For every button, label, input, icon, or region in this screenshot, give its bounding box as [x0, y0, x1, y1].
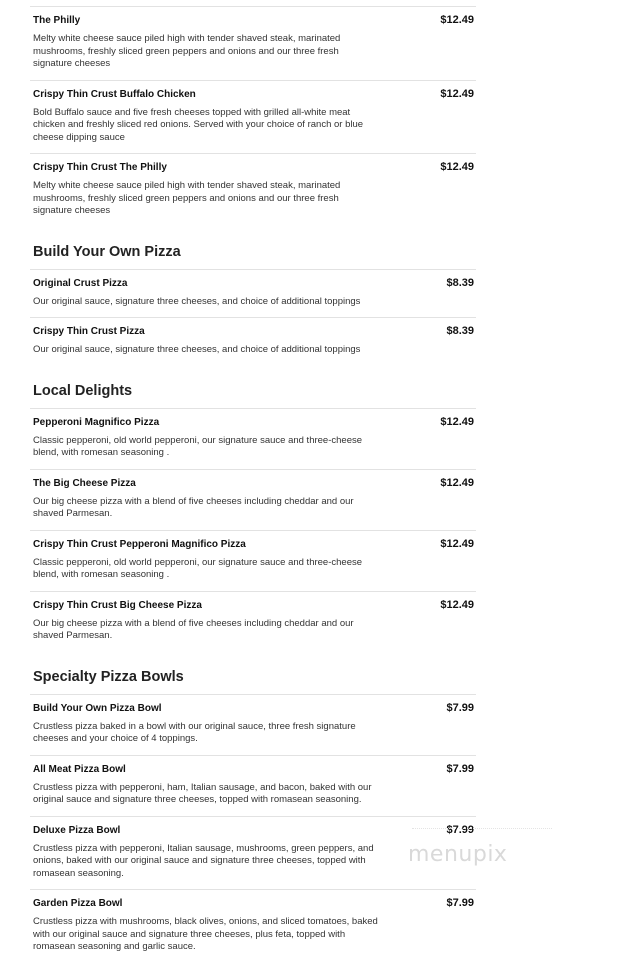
- item-name: Crispy Thin Crust Pizza: [33, 326, 145, 337]
- item-name: Crispy Thin Crust Buffalo Chicken: [33, 88, 196, 100]
- menu-section: [30, 366, 476, 652]
- menu-item[interactable]: [30, 317, 476, 366]
- menu-list: [30, 6, 476, 963]
- menu-item[interactable]: [30, 530, 476, 591]
- item-price: $12.49: [440, 87, 474, 100]
- item-description: Our original sauce, signature three cheeses, and choice of additional toppings: [33, 295, 361, 307]
- item-name: Original Crust Pizza: [33, 277, 128, 289]
- item-price: $7.99: [446, 823, 474, 836]
- menu-item[interactable]: [30, 591, 476, 652]
- item-price: $12.49: [440, 14, 474, 26]
- section-title: Specialty Pizza Bowls: [33, 668, 184, 685]
- item-description: Melty white cheese sauce piled high with tender shaved steak, marinated mushrooms, freshly sliced green peppers and onions and our three fresh signature cheeses: [33, 33, 341, 69]
- item-name: Crispy Thin Crust Big Cheese Pizza: [33, 599, 202, 611]
- item-description: Crustless pizza with mushrooms, black olives, onions, and sliced tomatoes, baked with our original sauce and signature three cheeses, plus feta, topped with romasean seasoning and garlic sauce.: [33, 916, 378, 952]
- item-price: $12.49: [440, 476, 474, 489]
- item-price: $7.99: [446, 701, 474, 714]
- item-name: All Meat Pizza Bowl: [33, 763, 126, 775]
- menu-item[interactable]: [30, 269, 476, 318]
- item-description: Bold Buffalo sauce and five fresh cheeses topped with grilled all-white meat chicken and freshly sliced red onions. Served with your choice of ranch or blue cheese dipping sauce: [33, 106, 364, 143]
- menu-item[interactable]: [30, 153, 476, 227]
- item-description: Our big cheese pizza with a blend of five cheeses including cheddar and our shaved Parmesan.: [33, 495, 354, 519]
- section-title: Build Your Own Pizza: [33, 243, 181, 260]
- section-title: Local Delights: [33, 382, 133, 399]
- menu-section: [30, 227, 476, 366]
- item-name: Build Your Own Pizza Bowl: [33, 702, 162, 714]
- item-name: Pepperoni Magnifico Pizza: [33, 416, 160, 428]
- menu-item[interactable]: [30, 469, 476, 530]
- item-description: Our big cheese pizza with a blend of five cheeses including cheddar and our shaved Parmesan.: [33, 617, 354, 641]
- item-price: $8.39: [446, 276, 474, 289]
- menu-section: [30, 6, 476, 227]
- item-description: Classic pepperoni, old world pepperoni, our signature sauce and three-cheese blend, with romesan seasoning .: [33, 434, 363, 458]
- item-price: $7.99: [446, 897, 474, 909]
- menu-item[interactable]: [30, 889, 476, 963]
- item-name: Crispy Thin Crust Pepperoni Magnifico Pizza: [33, 538, 246, 550]
- menu-item[interactable]: [30, 755, 476, 816]
- item-name: The Philly: [33, 15, 81, 26]
- item-description: Crustless pizza with pepperoni, ham, Italian sausage, and bacon, baked with our original sauce and signature three cheeses, topped with romasean seasoning.: [33, 781, 372, 805]
- item-name: Crispy Thin Crust The Philly: [33, 162, 167, 173]
- item-price: $12.49: [440, 415, 474, 428]
- item-description: Melty white cheese sauce piled high with tender shaved steak, marinated mushrooms, freshly sliced green peppers and onions and our three fresh signature cheeses: [33, 180, 341, 216]
- menu-item[interactable]: [30, 80, 476, 154]
- item-description: Crustless pizza baked in a bowl with our original sauce, three fresh signature cheeses and your choice of 4 toppings.: [33, 720, 356, 744]
- item-description: Crustless pizza with pepperoni, Italian sausage, mushrooms, green peppers, and onions, baked with our original sauce and signature three cheeses, topped with romasean seasoning.: [33, 842, 374, 879]
- item-price: $12.49: [440, 537, 474, 550]
- watermark-divider: [412, 828, 552, 831]
- item-price: $8.39: [446, 325, 474, 337]
- menu-item[interactable]: [30, 6, 476, 80]
- item-price: $7.99: [446, 762, 474, 775]
- watermark-logo: menupix: [408, 842, 508, 867]
- item-price: $12.49: [440, 598, 474, 611]
- item-description: Classic pepperoni, old world pepperoni, our signature sauce and three-cheese blend, with romesan seasoning .: [33, 556, 363, 580]
- item-price: $12.49: [440, 161, 474, 173]
- item-description: Our original sauce, signature three cheeses, and choice of additional toppings: [33, 344, 361, 355]
- item-name: Garden Pizza Bowl: [33, 898, 123, 909]
- item-name: Deluxe Pizza Bowl: [33, 824, 121, 836]
- menu-section: [30, 652, 476, 963]
- menu-item[interactable]: [30, 408, 476, 469]
- menu-item[interactable]: [30, 694, 476, 755]
- item-name: The Big Cheese Pizza: [33, 477, 136, 489]
